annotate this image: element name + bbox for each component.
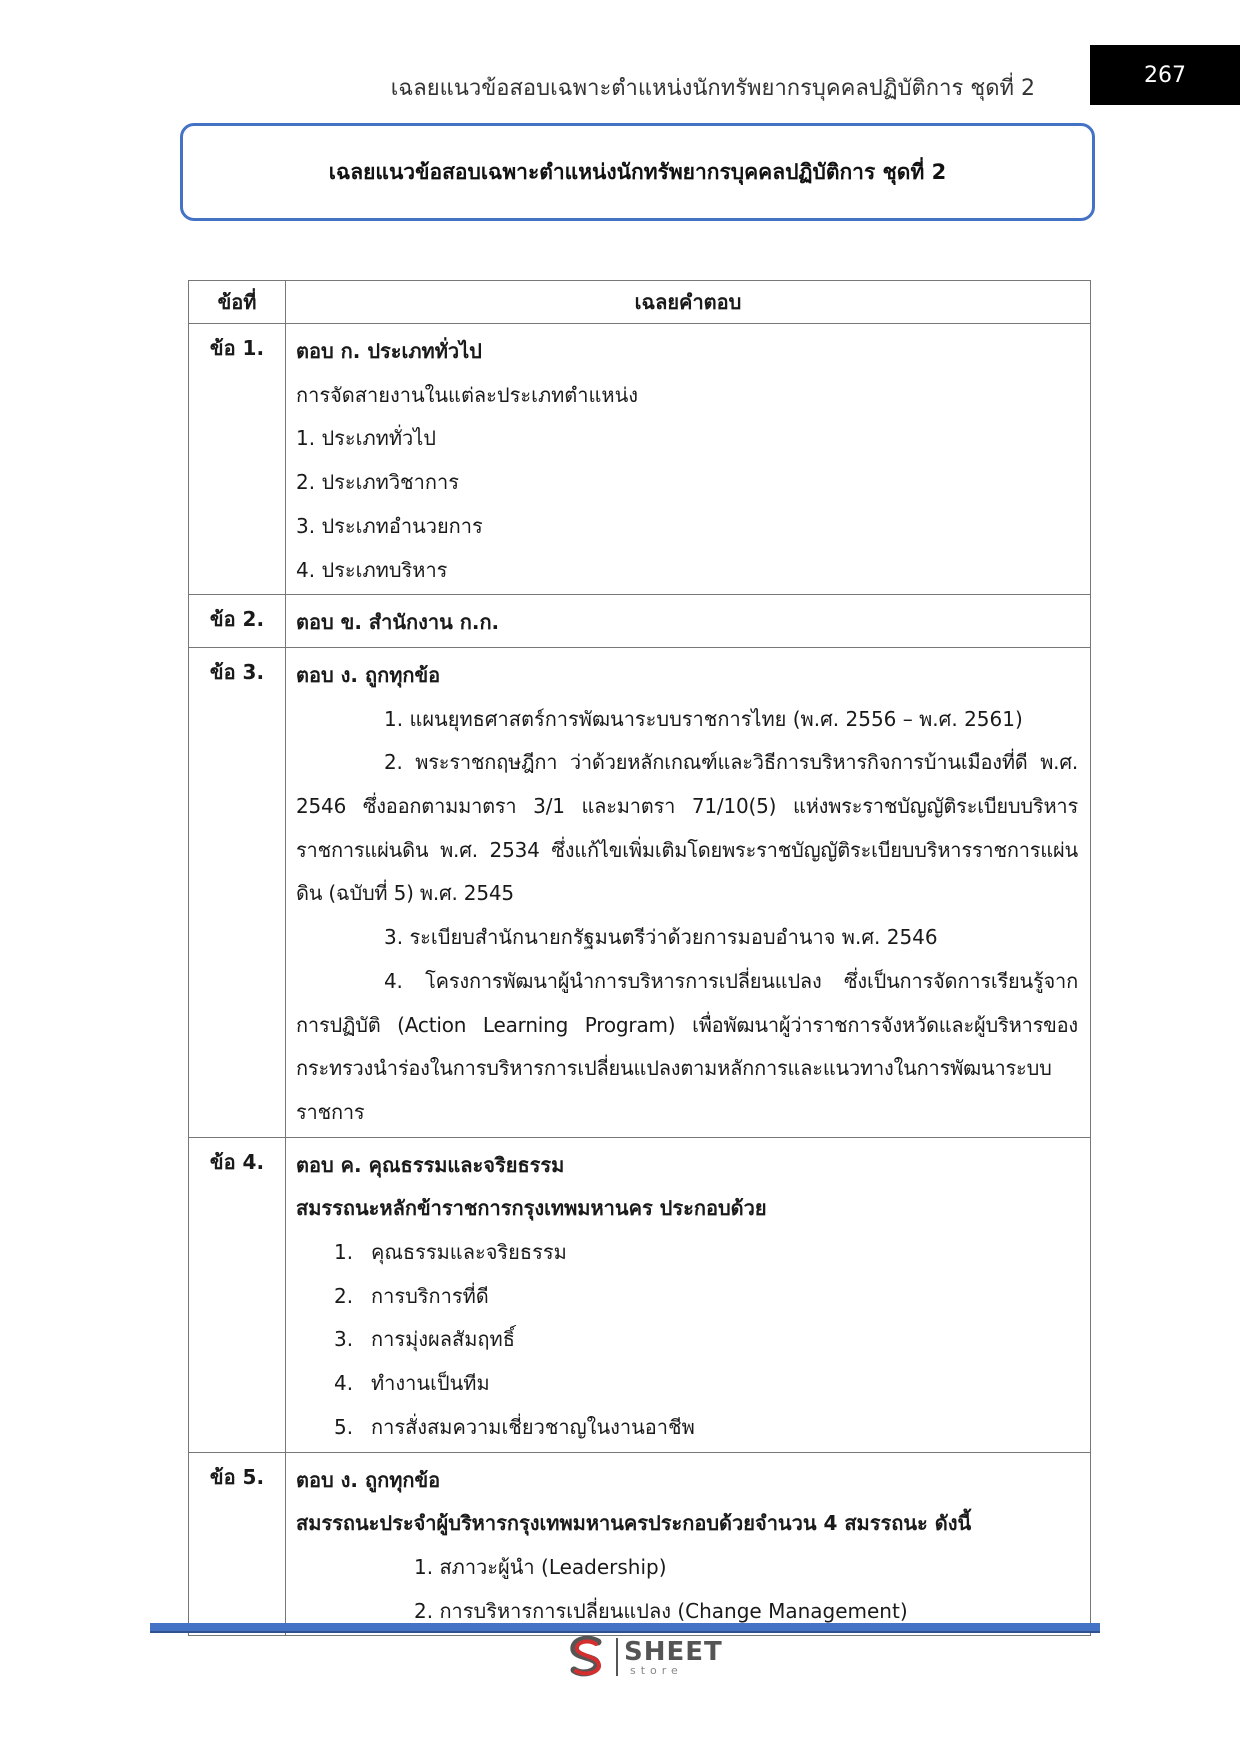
- column-header-no: ข้อที่: [189, 281, 286, 324]
- question-number: ข้อ 1.: [189, 324, 286, 595]
- answer-line: ตอบ ง. ถูกทุกข้อ: [296, 662, 441, 687]
- list-item: 1. ประเภททั่วไป: [296, 426, 436, 451]
- table-row: [189, 595, 1091, 648]
- table-row: [189, 1137, 1091, 1452]
- answer-heading: สมรรถนะประจำผู้บริหารกรุงเทพมหานครประกอบด้วยจำนวน 4 สมรรถนะ ดังนี้: [296, 1511, 972, 1536]
- answer-cell: [286, 1452, 1091, 1636]
- list-item: 2. ประเภทวิชาการ: [296, 470, 459, 495]
- list-item: 3. ประเภทอำนวยการ: [296, 513, 483, 538]
- answer-cell: [286, 324, 1091, 595]
- question-number: ข้อ 2.: [189, 595, 286, 648]
- answer-line: ตอบ ง. ถูกทุกข้อ: [296, 1467, 441, 1492]
- competency-list: [296, 1231, 1078, 1450]
- table-row: [189, 324, 1091, 595]
- column-header-answer: เฉลยคำตอบ: [286, 281, 1091, 324]
- page-number-box: [1090, 45, 1240, 105]
- document-title: เฉลยแนวข้อสอบเฉพาะตำแหน่งนักทรัพยากรบุคคลปฏิบัติการ ชุดที่ 2: [328, 159, 947, 184]
- list-number: 5.: [334, 1414, 354, 1439]
- sheet-store-logo: [564, 1632, 723, 1682]
- title-box: [180, 123, 1095, 221]
- answer-intro: การจัดสายงานในแต่ละประเภทตำแหน่ง: [296, 382, 639, 407]
- answer-line: ตอบ ค. คุณธรรมและจริยธรรม: [296, 1152, 565, 1177]
- question-number: ข้อ 3.: [189, 647, 286, 1137]
- answer-heading: สมรรถนะหลักข้าราชการกรุงเทพมหานคร ประกอบด้วย: [296, 1196, 767, 1221]
- list-item: [296, 1318, 1078, 1362]
- list-item: 3. ระเบียบสำนักนายกรัฐมนตรีว่าด้วยการมอบอำนาจ พ.ศ. 2546: [384, 925, 938, 950]
- answer-line: ตอบ ข. สำนักงาน ก.ก.: [296, 610, 500, 635]
- running-header: เฉลยแนวข้อสอบเฉพาะตำแหน่งนักทรัพยากรบุคคลปฏิบัติการ ชุดที่ 2: [390, 76, 1035, 101]
- list-item: [296, 1362, 1078, 1406]
- list-number: 3.: [334, 1327, 354, 1352]
- question-number: ข้อ 5.: [189, 1452, 286, 1636]
- list-text: การบริการที่ดี: [371, 1283, 489, 1308]
- page-number: 267: [1144, 62, 1186, 88]
- logo-main-text: SHEET: [624, 1636, 723, 1667]
- list-item: 1. แผนยุทธศาสตร์การพัฒนาระบบราชการไทย (พ.ศ. 2556 – พ.ศ. 2561): [384, 706, 1023, 731]
- list-text: ทำงานเป็นทีม: [371, 1371, 490, 1396]
- list-item: 4. โครงการพัฒนาผู้นำการบริหารการเปลี่ยนแปลง ซึ่งเป็นการจัดการเรียนรู้จากการปฏิบัติ (Action Learning Program) เพื่อพัฒนาผู้ว่าราชการจังหวัดและผู้บริหารของกระทรวงนำร่องในการบริหารการเปลี่ยนแปลงตามหลักการและแนวทางในการพัฒนาระบบราชการ: [296, 968, 1078, 1124]
- answer-cell: [286, 647, 1091, 1137]
- list-item: [296, 1406, 1078, 1450]
- logo-wordmark: [624, 1636, 723, 1677]
- list-number: 4.: [334, 1371, 354, 1396]
- list-item: 2. พระราชกฤษฎีกา ว่าด้วยหลักเกณฑ์และวิธีการบริหารกิจการบ้านเมืองที่ดี พ.ศ. 2546 ซึ่งออกตามมาตรา 3/1 และมาตรา 71/10(5) แห่งพระราชบัญญัติระเบียบบริหารราชการแผ่นดิน พ.ศ. 2534 ซึ่งแก้ไขเพิ่มเติมโดยพระราชบัญญัติระเบียบบริหารราชการแผ่นดิน (ฉบับที่ 5) พ.ศ. 2545: [296, 750, 1078, 906]
- question-number: ข้อ 4.: [189, 1137, 286, 1452]
- list-number: 1.: [334, 1240, 354, 1265]
- table-row: [189, 647, 1091, 1137]
- answer-cell: [286, 1137, 1091, 1452]
- answer-table: [188, 280, 1091, 1636]
- sheet-store-logo-icon: [564, 1634, 610, 1680]
- list-text: การสั่งสมความเชี่ยวชาญในงานอาชีพ: [371, 1414, 695, 1439]
- table-header-row: [189, 281, 1091, 324]
- list-item: [296, 1275, 1078, 1319]
- list-item: 1. สภาวะผู้นำ (Leadership): [414, 1554, 667, 1579]
- logo-separator: [616, 1638, 618, 1676]
- table-row: [189, 1452, 1091, 1636]
- list-text: การมุ่งผลสัมฤทธิ์: [371, 1327, 515, 1352]
- list-item: 4. ประเภทบริหาร: [296, 557, 448, 582]
- answer-line: ตอบ ก. ประเภททั่วไป: [296, 339, 482, 363]
- list-number: 2.: [334, 1283, 354, 1308]
- list-text: คุณธรรมและจริยธรรม: [371, 1240, 567, 1265]
- answer-cell: [286, 595, 1091, 648]
- list-item: 2. การบริหารการเปลี่ยนแปลง (Change Management): [414, 1598, 908, 1623]
- logo-sub-text: store: [630, 1663, 683, 1677]
- list-item: [296, 1231, 1078, 1275]
